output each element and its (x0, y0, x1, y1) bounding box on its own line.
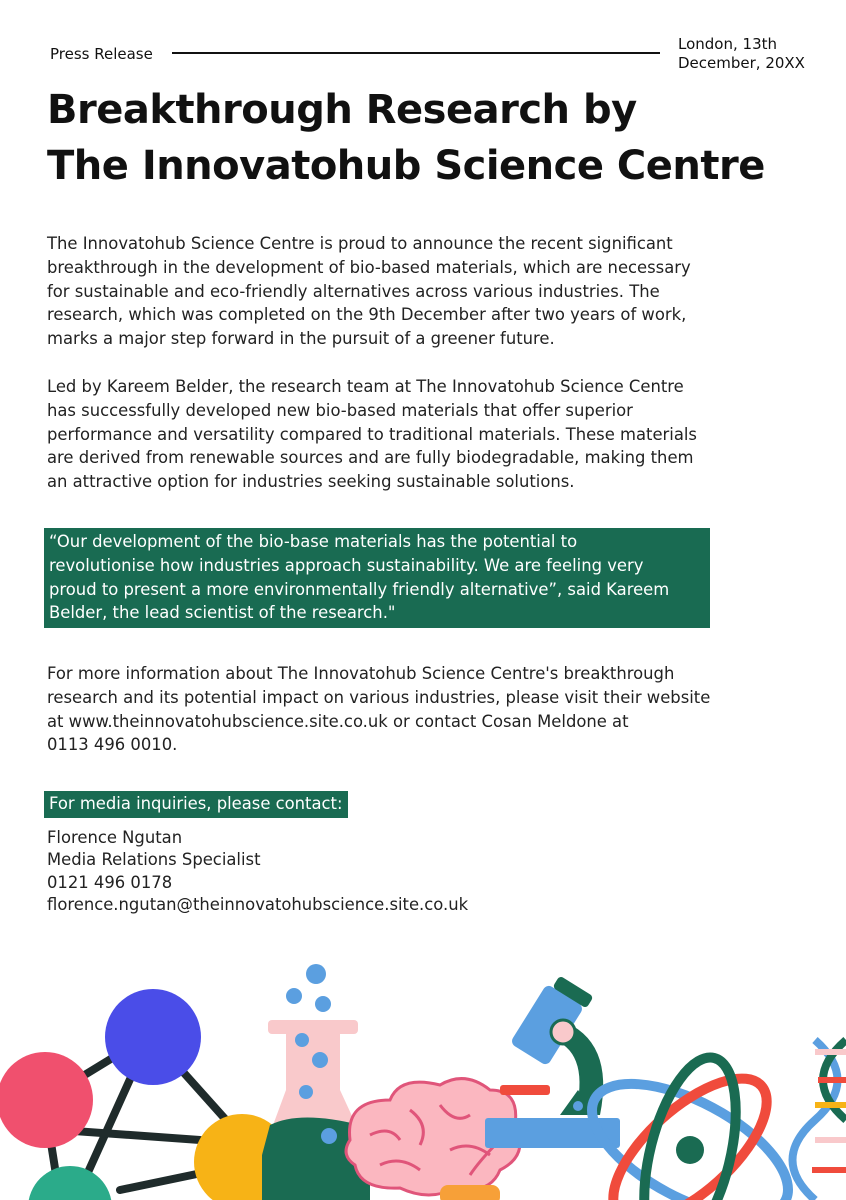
team-line: performance and versatility compared to traditional materials. These materials (47, 424, 697, 444)
release-date-line-2: December, 20XX (678, 54, 805, 72)
contact-phone: 0121 496 0178 (47, 872, 173, 892)
dna-icon (793, 1040, 846, 1200)
team-line: Led by Kareem Belder, the research team at The Innovatohub Science Centre (47, 377, 684, 396)
media-inquiries-label: For media inquiries, please contact: (44, 791, 348, 818)
quote-block (44, 528, 710, 628)
intro-line: for sustainable and eco-friendly alternatives across various industries. The (47, 281, 660, 301)
intro-line: marks a major step forward in the pursuit of a greener future. (47, 329, 555, 349)
science-illustration (0, 940, 846, 1200)
title-line-1: Breakthrough Research by (47, 87, 637, 133)
press-release-label: Press Release (50, 45, 153, 63)
quote-line: “Our development of the bio-base materials has the potential to (49, 532, 578, 551)
more-info-line: at www.theinnovatohubscience.site.co.uk or contact Cosan Meldone at (47, 711, 629, 731)
more-info-line: 0113 496 0010. (47, 735, 178, 755)
release-date-line-1: London, 13th (678, 35, 777, 53)
microscope-icon (485, 975, 620, 1148)
media-contact (47, 827, 647, 917)
intro-line: The Innovatohub Science Centre is proud to announce the recent significant (47, 234, 673, 253)
more-info-line: For more information about The Innovatohub Science Centre's breakthrough (47, 664, 675, 683)
release-date (678, 35, 838, 73)
intro-line: breakthrough in the development of bio-based materials, which are necessary (47, 257, 691, 277)
quote-line: proud to present a more environmentally friendly alternative”, said Kareem (49, 579, 670, 599)
team-line: an attractive option for industries seeking sustainable solutions. (47, 472, 575, 492)
more-info-line: research and its potential impact on various industries, please visit their website (47, 687, 711, 707)
quote-line: revolutionise how industries approach sustainability. We are feeling very (49, 555, 644, 575)
more-info-paragraph (47, 662, 747, 757)
intro-line: research, which was completed on the 9th December after two years of work, (47, 305, 687, 325)
header-divider (172, 52, 660, 54)
title-line-2: The Innovatohub Science Centre (47, 143, 765, 189)
intro-paragraph (47, 232, 747, 351)
contact-role: Media Relations Specialist (47, 850, 261, 870)
contact-email: florence.ngutan@theinnovatohubscience.site.co.uk (47, 895, 469, 915)
page-title (47, 82, 807, 194)
molecule-icon (0, 989, 290, 1200)
team-paragraph (47, 375, 747, 494)
team-line: are derived from renewable sources and are fully biodegradable, making them (47, 448, 694, 468)
team-line: has successfully developed new bio-based materials that offer superior (47, 400, 633, 420)
contact-name: Florence Ngutan (47, 828, 183, 847)
quote-line: Belder, the lead scientist of the research." (49, 603, 396, 623)
